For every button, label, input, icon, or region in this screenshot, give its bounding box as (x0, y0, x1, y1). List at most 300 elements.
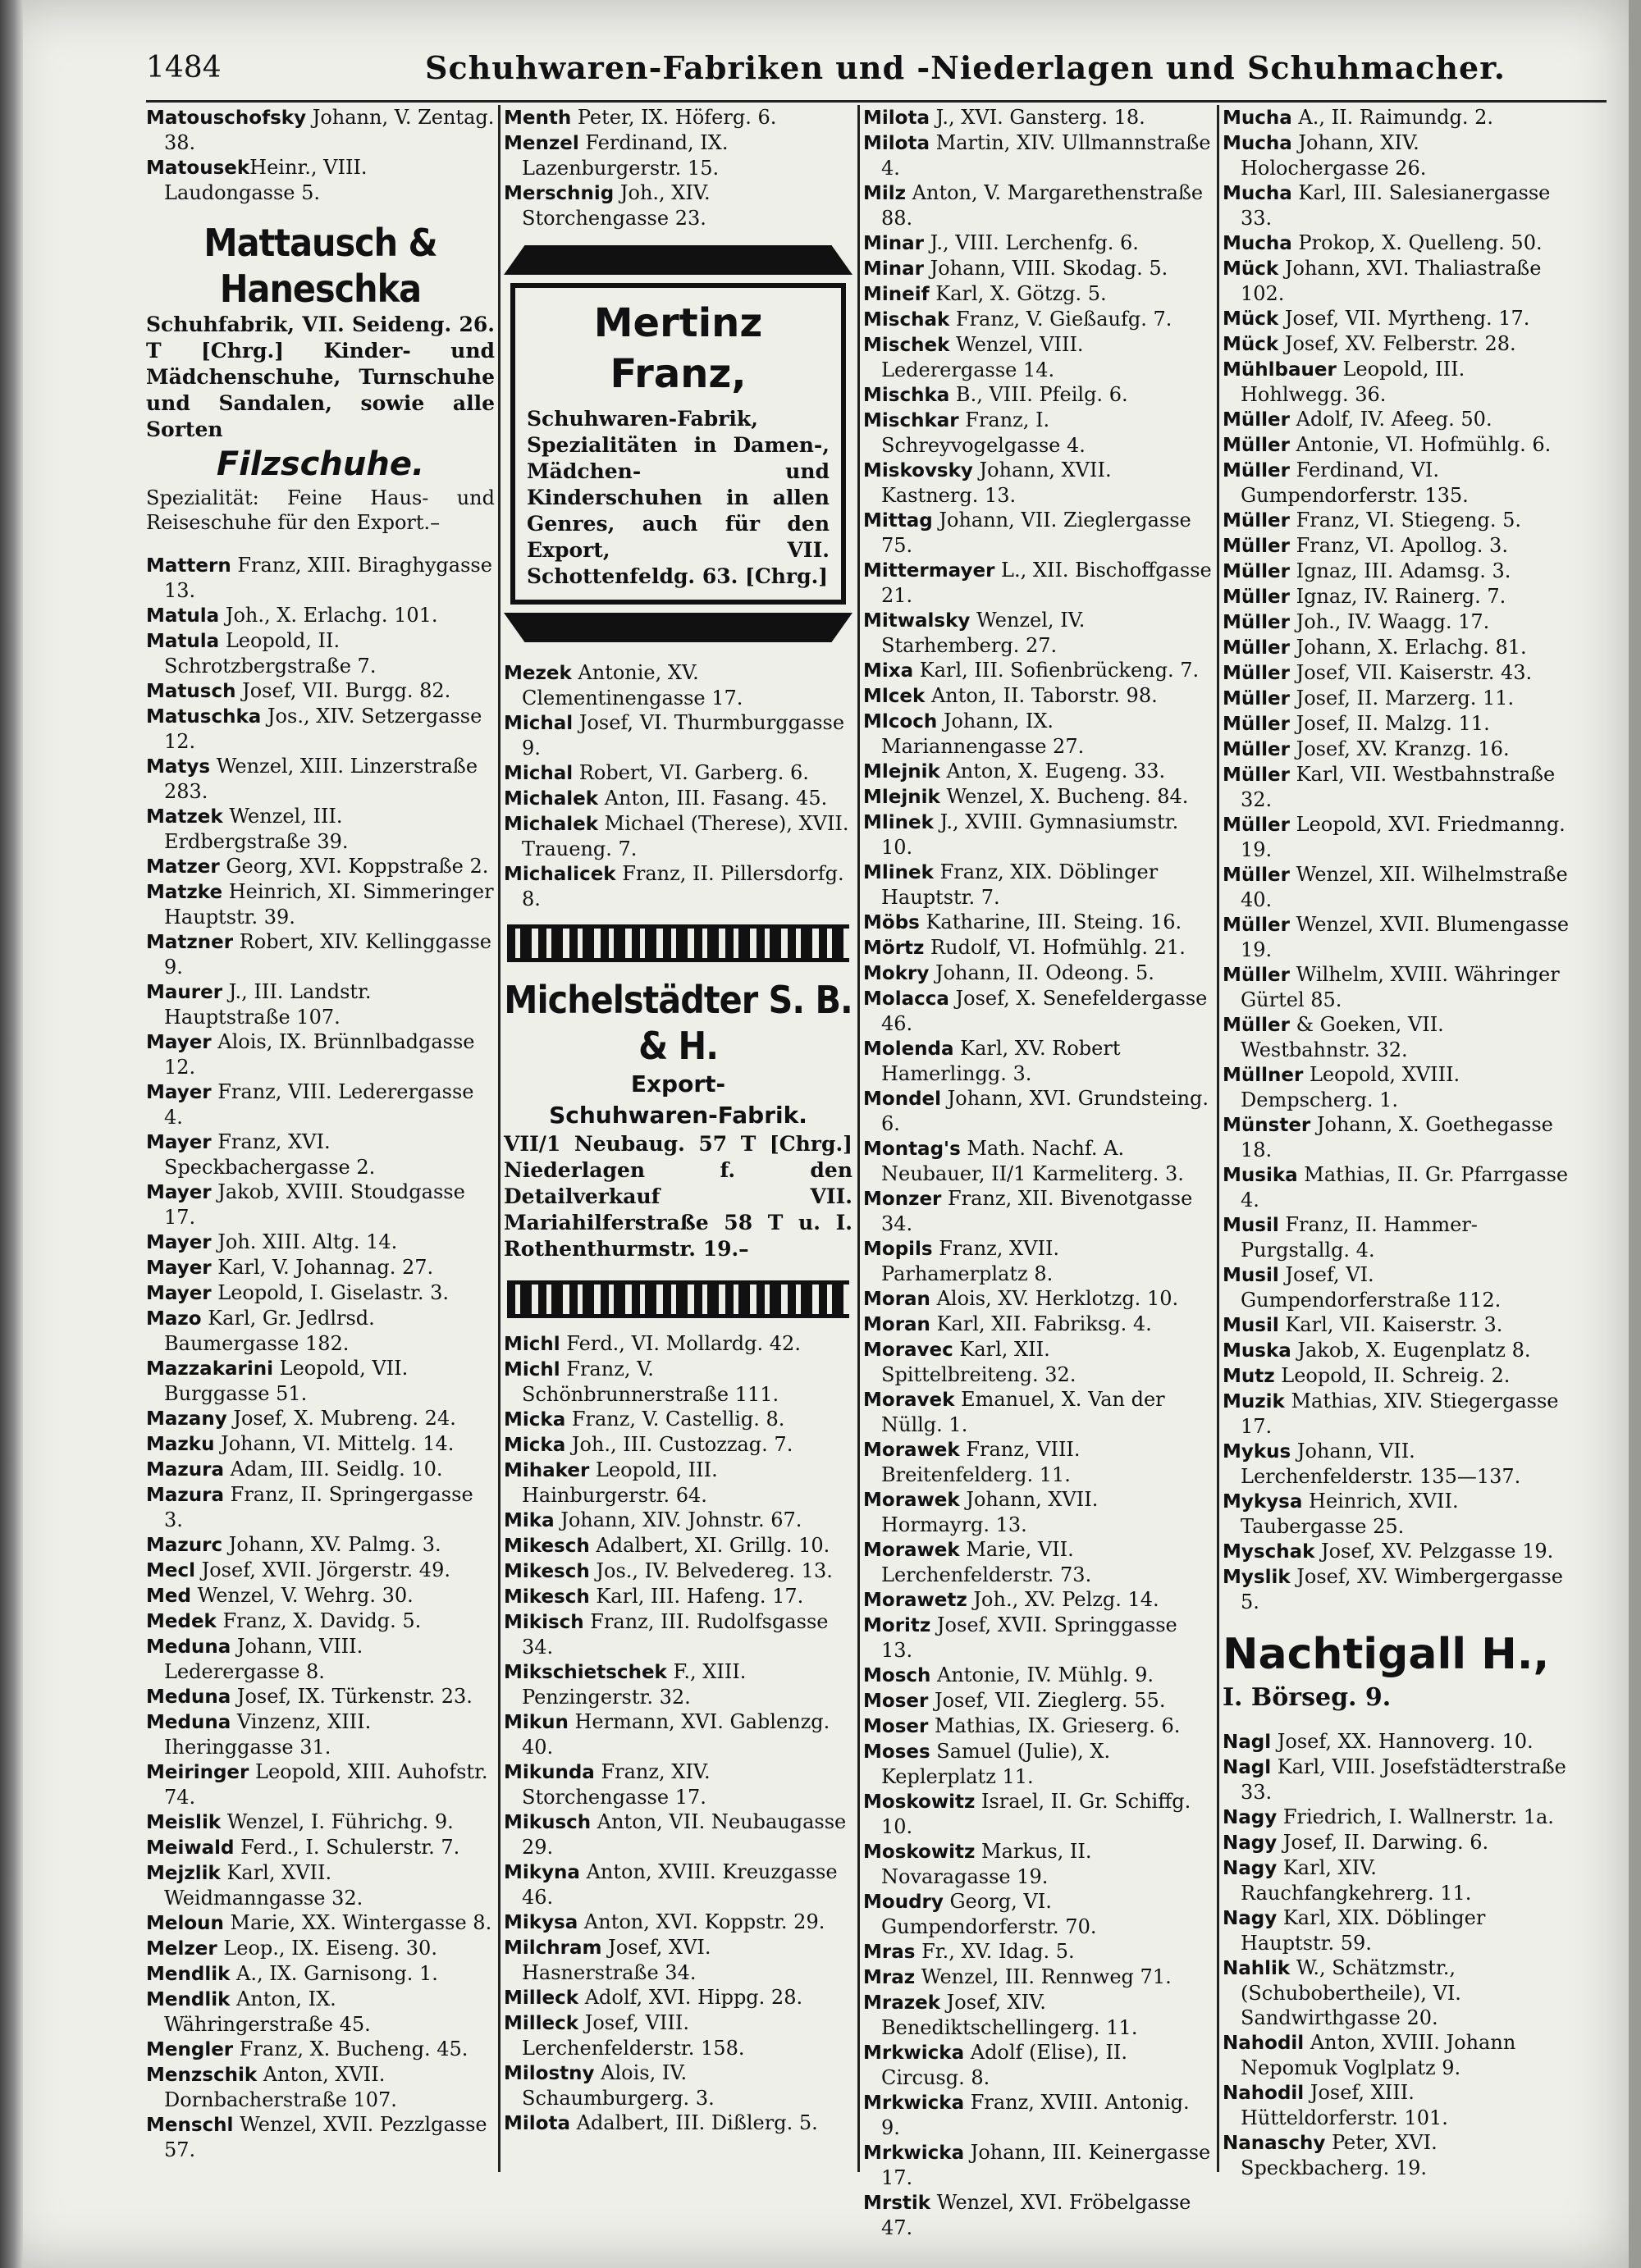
directory-entry (1223, 609, 1571, 635)
entry-details: Franz, XIX. Döblinger Hauptstr. 7. (881, 860, 1159, 909)
entry-surname: Mischka (863, 385, 950, 406)
entry-surname: Matouschofsky (146, 107, 307, 129)
entry-surname: Moskowitz (863, 1841, 976, 1863)
directory-entry (863, 256, 1212, 281)
entry-surname: Mucha (1223, 107, 1292, 129)
entry-details: Heinr., VIII. Laudongasse 5. (164, 156, 368, 204)
entry-surname: Milostny (504, 2063, 595, 2084)
directory-entry (146, 1910, 495, 1936)
entry-surname: Menzel (504, 133, 579, 154)
entry-details: Leopold, I. Giselastr. 3. (211, 1281, 450, 1304)
entry-details: Wenzel, IV. Starhemberg. 27. (881, 609, 1086, 657)
entry-surname: Mischek (863, 335, 950, 356)
entry-details: Fr., XV. Idag. 5. (915, 1940, 1075, 1963)
entry-details: F., XIII. Penzingerstr. 32. (522, 1660, 747, 1709)
entry-details: Joh., XIV. Storchengasse 23. (522, 181, 711, 230)
entry-details: Robert, XIV. Kellinggasse 9. (164, 930, 492, 979)
entry-details: Ferdinand, VI. Gumpendorferstr. 135. (1241, 459, 1469, 507)
entry-surname: Meiringer (146, 1762, 249, 1783)
entry-surname: Milota (504, 2113, 570, 2134)
entry-surname: Mineif (863, 284, 930, 305)
entry-surname: Menschl (146, 2115, 234, 2136)
ornament-rule (507, 1280, 849, 1318)
entry-details: Mathias, XIV. Stiegergasse 17. (1241, 1390, 1559, 1438)
entry-details: Ferd., I. Schulerstr. 7. (234, 1836, 460, 1859)
entry-details: J., III. Landstr. Hauptstraße 107. (164, 980, 372, 1029)
directory-entry (146, 1230, 495, 1255)
entry-surname: Mattern (146, 555, 231, 577)
entry-details: Franz, XVI. Speckbachergasse 2. (164, 1130, 376, 1179)
entry-surname: Müller (1223, 1015, 1290, 1036)
directory-entry (1223, 533, 1571, 559)
entry-details: A., IX. Garnisong. 1. (230, 1962, 438, 1985)
entry-details: Franz, I. Schreyvogelgasse 4. (881, 408, 1086, 457)
ad-company-name: Mertinz Franz, (593, 300, 763, 397)
entry-surname: Mazura (146, 1459, 225, 1481)
directory-entry (1223, 2030, 1571, 2080)
entry-details: Leopold, XIII. Auhofstr. 74. (164, 1760, 488, 1809)
directory-entry (863, 986, 1212, 1036)
directory-entry (146, 1457, 495, 1482)
entry-surname: Michl (504, 1359, 560, 1380)
ad-body: Schuhwaren-Fabrik, Spezialitäten in Damen-, Mädchen- und Kinderschuhen in allen Genres, auch für den Export, VII. Schottenfeldg. 63. [Chrg.] (527, 407, 830, 588)
entry-details: Jos., XIV. Setzergasse 12. (164, 705, 482, 753)
entry-surname: Moses (863, 1741, 930, 1763)
directory-entry (863, 408, 1212, 458)
directory-entry (146, 1482, 495, 1532)
entry-details: Wenzel, III. Erdbergstraße 39. (164, 805, 349, 853)
entry-surname: Mlinek (863, 812, 934, 833)
entry-surname: Moskowitz (863, 1791, 976, 1813)
entry-details: Georg, XVI. Koppstraße 2. (219, 855, 489, 878)
directory-entry (863, 784, 1212, 810)
entry-details: Anton, XVIII. Kreuzgasse 46. (522, 1860, 838, 1909)
entry-list (863, 105, 1212, 2240)
entry-details: Karl, XIX. Döblinger Hauptstr. 59. (1241, 1906, 1486, 1955)
header-rule (146, 100, 1607, 103)
directory-entry (1223, 660, 1571, 686)
entry-list (1223, 1729, 1571, 2180)
entry-surname: Mrkwicka (863, 2143, 965, 2164)
entry-details: Karl, III. Salesianergasse 33. (1241, 181, 1551, 230)
directory-entry (504, 2010, 852, 2060)
directory-entry (1223, 1855, 1571, 1905)
entry-surname: Mazku (146, 1434, 215, 1455)
directory-entry (863, 1286, 1212, 1312)
entry-details: Franz, II. Springergasse 3. (164, 1483, 473, 1531)
entry-surname: Moudry (863, 1892, 944, 1913)
directory-entry (504, 1910, 852, 1935)
entry-surname: Mykus (1223, 1441, 1291, 1463)
entry-details: Peter, XVI. Speckbacherg. 19. (1241, 2131, 1438, 2179)
directory-entry (146, 804, 495, 854)
entry-surname: Michalek (504, 788, 599, 810)
directory-entry (504, 1809, 852, 1860)
entry-surname: Müller (1223, 764, 1290, 786)
column-divider (857, 105, 860, 2172)
entry-surname: Mück (1223, 308, 1279, 330)
entry-surname: Minar (863, 233, 925, 254)
directory-entry (1223, 1955, 1571, 2030)
entry-details: Josef, XV. Kranzg. 16. (1289, 737, 1510, 760)
entry-surname: Mayer (146, 1182, 212, 1203)
entry-details: Johann, VII. Lerchenfelderstr. 135—137. (1241, 1440, 1521, 1488)
entry-details: Mathias, II. Gr. Pfarrgasse 4. (1241, 1163, 1569, 1212)
directory-entry (863, 961, 1212, 986)
entry-surname: Mikunda (504, 1762, 595, 1783)
entry-surname: Matuschka (146, 706, 262, 728)
entry-surname: Nahodil (1223, 2033, 1305, 2054)
entry-details: Karl, XV. Robert Hamerlingg. 3. (881, 1037, 1121, 1085)
entry-surname: Müller (1223, 586, 1290, 608)
entry-surname: Mayer (146, 1257, 212, 1279)
directory-entry (863, 1337, 1212, 1387)
entry-surname: Mayer (146, 1232, 212, 1253)
directory-entry (1223, 711, 1571, 737)
ad-tail: Spezialität: Feine Haus- und Reiseschuhe für den Export.– (146, 486, 495, 534)
directory-entry (863, 382, 1212, 408)
directory-entry (504, 1558, 852, 1584)
entry-details: Josef, II. Marzerg. 11. (1289, 687, 1515, 710)
entry-details: Wenzel, III. Rennweg 71. (915, 1965, 1172, 1988)
directory-entry (863, 683, 1212, 709)
directory-entry (504, 2111, 852, 2136)
entry-details: Anton, II. Taborstr. 98. (925, 684, 1158, 707)
directory-entry (504, 1331, 852, 1357)
entry-list (504, 105, 852, 230)
entry-details: Adolf, IV. Afeeg. 50. (1289, 408, 1492, 431)
entry-details: Wenzel, VIII. Lederergasse 14. (881, 333, 1084, 381)
entry-details: Wenzel, I. Führichg. 9. (221, 1810, 454, 1833)
entry-details: Michael (Therese), XVII. Traueng. 7. (522, 812, 849, 860)
directory-entry (1223, 2080, 1571, 2130)
entry-surname: Morawek (863, 1440, 960, 1461)
entry-surname: Meiwald (146, 1837, 235, 1859)
directory-entry (1223, 230, 1571, 256)
entry-details: Marie, XX. Wintergasse 8. (223, 1911, 492, 1934)
directory-entry (863, 810, 1212, 860)
directory-entry (146, 1356, 495, 1406)
entry-surname: Nagy (1223, 1807, 1278, 1828)
entry-details: Vinzenz, XIII. Iheringgasse 31. (164, 1710, 372, 1759)
entry-surname: Mezek (504, 663, 572, 684)
directory-entry (863, 1990, 1212, 2040)
entry-surname: Müller (1223, 915, 1290, 936)
ad-highlight: Filzschuhe. (216, 445, 425, 483)
entry-details: Adalbert, XI. Grillg. 10. (589, 1534, 830, 1557)
entry-list (504, 660, 852, 911)
entry-surname: Nahlik (1223, 1958, 1291, 1979)
entry-details: Emanuel, X. Van der Nüllg. 1. (881, 1388, 1165, 1436)
entry-details: Josef, XV. Felberstr. 28. (1278, 332, 1516, 355)
directory-entry (1223, 1338, 1571, 1363)
directory-entry (1223, 912, 1571, 962)
entry-surname: Musika (1223, 1165, 1298, 1186)
directory-entry (863, 608, 1212, 658)
entry-details: Joh., XV. Pelzg. 14. (967, 1588, 1159, 1611)
entry-details: Franz, II. Hammer-Purgstallg. 4. (1241, 1213, 1478, 1262)
entry-surname: Monzer (863, 1189, 942, 1210)
entry-details: Wenzel, XVII. Pezzlgasse 57. (164, 2113, 487, 2161)
entry-surname: Moser (863, 1691, 929, 1712)
entry-surname: Montag's (863, 1139, 961, 1160)
directory-entry (1223, 1363, 1571, 1389)
entry-surname: Miskovsky (863, 460, 973, 481)
entry-surname: Mück (1223, 334, 1279, 355)
entry-details: Franz, XII. Bivenotgasse 34. (881, 1187, 1193, 1235)
entry-surname: Mazzakarini (146, 1358, 274, 1380)
entry-surname: Mondel (863, 1088, 942, 1110)
entry-surname: Müller (1223, 815, 1290, 836)
directory-entry (863, 1889, 1212, 1939)
entry-details: Leop., IX. Eiseng. 30. (217, 1937, 437, 1960)
directory-entry (1223, 180, 1571, 230)
entry-surname: Mlcoch (863, 711, 938, 732)
entry-details: Johann, X. Erlachg. 81. (1289, 636, 1527, 659)
entry-surname: Moritz (863, 1615, 931, 1636)
entry-details: Joh., IV. Waagg. 17. (1289, 610, 1490, 633)
directory-entry (863, 1839, 1212, 1889)
directory-entry (146, 1860, 495, 1910)
directory-entry (863, 658, 1212, 683)
directory-entry (863, 458, 1212, 508)
entry-details: Ignaz, III. Adamsg. 3. (1289, 559, 1511, 582)
entry-surname: Nagl (1223, 1757, 1272, 1778)
entry-surname: Meduna (146, 1712, 231, 1733)
directory-entry (863, 935, 1212, 961)
directory-entry (1223, 458, 1571, 508)
entry-details: Antonie, XV. Clementinengasse 17. (522, 661, 743, 710)
entry-surname: Mühlbauer (1223, 359, 1337, 381)
entry-surname: Müller (1223, 688, 1290, 710)
entry-details: Anton, XVIII. Johann Nepomuk Voglplatz 9. (1241, 2031, 1516, 2079)
entry-details: Franz, VI. Apollog. 3. (1289, 534, 1508, 557)
entry-surname: Milleck (504, 2013, 579, 2034)
entry-surname: Mikyna (504, 1862, 580, 1883)
directory-entry (146, 854, 495, 879)
entry-details: Leopold, XVIII. Dempscherg. 1. (1241, 1063, 1460, 1111)
entry-surname: Mlejnik (863, 761, 940, 783)
entry-surname: Nagy (1223, 1908, 1278, 1929)
entry-surname: Moravec (863, 1339, 953, 1361)
ad-company-name: Nachtigall H., (1223, 1630, 1550, 1679)
entry-surname: Mikesch (504, 1536, 590, 1557)
directory-entry (146, 1961, 495, 1987)
entry-details: Franz, V. Schönbrunnerstraße 111. (522, 1358, 779, 1406)
entry-details: Anton, VII. Neubaugasse 29. (522, 1810, 847, 1859)
entry-surname: Minar (863, 258, 925, 280)
entry-details: Johann, IX. Mariannengasse 27. (881, 710, 1085, 758)
entry-surname: Meduna (146, 1636, 231, 1658)
entry-details: Math. Nachf. A. Neubauer, II/1 Karmeliterg. 3. (881, 1137, 1184, 1185)
directory-entry (146, 1835, 495, 1860)
directory-entry (504, 2060, 852, 2111)
directory-entry (863, 281, 1212, 307)
entry-surname: Micka (504, 1409, 566, 1431)
column-3 (863, 105, 1212, 2239)
entry-details: Josef, XX. Hannoverg. 10. (1271, 1730, 1534, 1753)
directory-entry (504, 1709, 852, 1759)
entry-surname: Michl (504, 1334, 560, 1355)
directory-entry (863, 1714, 1212, 1739)
directory-entry (1223, 407, 1571, 432)
entry-surname: Müllner (1223, 1065, 1304, 1086)
entry-details: Josef, XVI. Hasnerstraße 34. (522, 1936, 711, 1984)
book-spine-edge (0, 0, 23, 2268)
entry-surname: Mras (863, 1942, 916, 1963)
directory-entry (1223, 256, 1571, 306)
directory-entry (146, 553, 495, 603)
directory-entry (863, 709, 1212, 759)
directory-entry (146, 1684, 495, 1709)
entry-surname: Michalicek (504, 864, 616, 885)
directory-entry (1223, 432, 1571, 458)
entry-details: Josef, X. Mubreng. 24. (226, 1407, 456, 1430)
directory-entry (1223, 812, 1571, 862)
entry-details: Leopold, II. Schrotzbergstraße 7. (164, 629, 377, 678)
entry-details: L., XII. Bischoffgasse 21. (881, 559, 1212, 607)
entry-surname: Milota (863, 107, 930, 129)
entry-details: Leopold, XVI. Friedmanng. 19. (1241, 813, 1566, 861)
directory-entry (1223, 1729, 1571, 1755)
entry-details: Antonie, IV. Mühlg. 9. (930, 1663, 1154, 1686)
directory-entry (146, 1936, 495, 1961)
directory-entry (863, 2140, 1212, 2190)
entry-details: Robert, VI. Garberg. 6. (573, 761, 809, 784)
directory-entry (863, 1613, 1212, 1663)
directory-entry (1223, 1489, 1571, 1539)
entry-details: Franz, VIII. Lederergasse 4. (164, 1080, 474, 1129)
advertisement-mertinz (504, 245, 852, 642)
entry-details: Karl, XII. Spittelbreiteng. 32. (881, 1338, 1076, 1386)
entry-surname: Mejzlik (146, 1863, 221, 1884)
entry-details: Adam, III. Seidlg. 10. (224, 1458, 443, 1481)
entry-details: Franz, V. Gießaufg. 7. (949, 308, 1172, 331)
entry-details: Karl, V. Johannag. 27. (211, 1256, 434, 1279)
entry-details: Karl, Gr. Jedlrsd. Baumergasse 182. (164, 1307, 375, 1355)
entry-details: Josef, VI. Thurmburggasse 9. (522, 711, 845, 760)
entry-surname: Michal (504, 713, 574, 734)
directory-entry (1223, 1112, 1571, 1162)
directory-entry (146, 2112, 495, 2162)
entry-details: Franz, XIII. Biraghygasse 13. (164, 554, 492, 602)
entry-surname: Menzschik (146, 2065, 258, 2086)
entry-surname: Matys (146, 756, 211, 778)
directory-entry (863, 1965, 1212, 1990)
directory-entry (146, 1029, 495, 1079)
directory-entry (1223, 737, 1571, 762)
entry-surname: Mitwalsky (863, 610, 971, 632)
entry-details: J., VIII. Lerchenfg. 6. (924, 231, 1139, 254)
running-title: Schuhwaren-Fabriken und -Niederlagen und Schuhmacher. (425, 49, 1506, 86)
ornament-rule (507, 924, 849, 962)
entry-details: Antonie, VI. Hofmühlg. 6. (1289, 433, 1552, 456)
entry-details: Karl, XIV. Rauchfangkehrerg. 11. (1241, 1856, 1472, 1905)
directory-entry (1223, 1905, 1571, 1955)
directory-entry (863, 759, 1212, 784)
directory-entry (504, 105, 852, 130)
directory-entry (504, 1407, 852, 1432)
entry-details: Wenzel, V. Wehrg. 30. (190, 1584, 414, 1607)
directory-entry (1223, 130, 1571, 180)
ad-box (510, 283, 846, 605)
directory-entry (146, 754, 495, 804)
entry-surname: Merschnig (504, 183, 615, 204)
entry-surname: Musil (1223, 1265, 1279, 1286)
directory-entry (504, 1357, 852, 1407)
directory-entry (863, 1186, 1212, 1236)
entry-details: Markus, II. Novaragasse 19. (881, 1840, 1092, 1888)
entry-surname: Mikysa (504, 1912, 578, 1933)
entry-details: Samuel (Julie), X. Keplerplatz 11. (881, 1740, 1111, 1788)
entry-surname: Milleck (504, 1987, 579, 2009)
directory-entry (504, 861, 852, 911)
directory-entry (146, 1609, 495, 1634)
directory-entry (146, 979, 495, 1029)
ad-line-factory: Schuhwaren-Fabrik. (549, 1102, 807, 1129)
directory-entry (1223, 1262, 1571, 1312)
entry-details: Wenzel, X. Bucheng. 84. (939, 785, 1189, 808)
entry-details: Anton, XVI. Koppstr. 29. (578, 1910, 825, 1933)
entry-surname: Muska (1223, 1340, 1291, 1362)
entry-details: Johann, XVII. Kastnerg. 13. (881, 459, 1112, 507)
entry-details: Karl, XII. Fabriksg. 4. (930, 1312, 1152, 1335)
directory-entry (146, 1987, 495, 2037)
entry-surname: Münster (1223, 1115, 1311, 1136)
directory-entry (1223, 1539, 1571, 1564)
entry-details: Josef, II. Darwing. 6. (1277, 1831, 1489, 1854)
entry-surname: Melzer (146, 1938, 217, 1960)
entry-details: Josef, XV. Wimbergergasse 5. (1241, 1565, 1563, 1613)
entry-surname: Müller (1223, 714, 1290, 735)
entry-surname: Mlcek (863, 686, 926, 707)
entry-surname: Mück (1223, 258, 1279, 280)
entry-details: Wenzel, XIII. Linzerstraße 283. (164, 755, 478, 803)
entry-surname: Mosch (863, 1665, 931, 1686)
entry-details: Anton, III. Fasang. 45. (598, 787, 828, 810)
entry-details: Johann, X. Goethegasse 18. (1241, 1113, 1553, 1161)
entry-details: Karl, XVII. Weidmanngasse 32. (164, 1861, 363, 1910)
directory-entry (146, 1079, 495, 1129)
entry-details: Josef, XVII. Jörgerstr. 49. (195, 1558, 450, 1581)
entry-details: Joh. XIII. Altg. 14. (211, 1230, 398, 1253)
entry-details: Israel, II. Gr. Schiffg. 10. (881, 1790, 1191, 1838)
entry-details: Wenzel, XII. Wilhelmstraße 40. (1241, 863, 1568, 911)
entry-surname: Mrstik (863, 2193, 931, 2214)
directory-entry (1223, 306, 1571, 331)
entry-surname: Matzer (146, 856, 220, 878)
column-2 (504, 105, 852, 2172)
entry-surname: Mikisch (504, 1612, 584, 1633)
directory-entry (1223, 1012, 1571, 1062)
entry-surname: Myschak (1223, 1541, 1315, 1563)
entry-surname: Mayer (146, 1082, 212, 1103)
directory-entry (1223, 508, 1571, 533)
directory-entry (1223, 1439, 1571, 1489)
directory-entry (146, 603, 495, 628)
entry-surname: Musil (1223, 1315, 1279, 1336)
directory-entry (1223, 584, 1571, 609)
directory-entry (863, 1487, 1212, 1537)
entry-details: Heinrich, XI. Simmeringer Hauptstr. 39. (164, 880, 494, 929)
ad-body: VII/1 Neubaug. 57 T [Chrg.] Niederlagen f. den Detailverkauf VII. Mariahilferstraße 58 T u. I. Rothenthurmstr. 19.– (504, 1132, 852, 1261)
directory-entry (863, 1086, 1212, 1136)
entry-details: Johann, XV. Palmg. 3. (222, 1533, 441, 1556)
entry-details: Johann, XIV. Johnstr. 67. (554, 1508, 802, 1531)
entry-surname: Mlejnik (863, 787, 940, 808)
directory-entry (1223, 686, 1571, 711)
directory-entry (863, 1387, 1212, 1437)
